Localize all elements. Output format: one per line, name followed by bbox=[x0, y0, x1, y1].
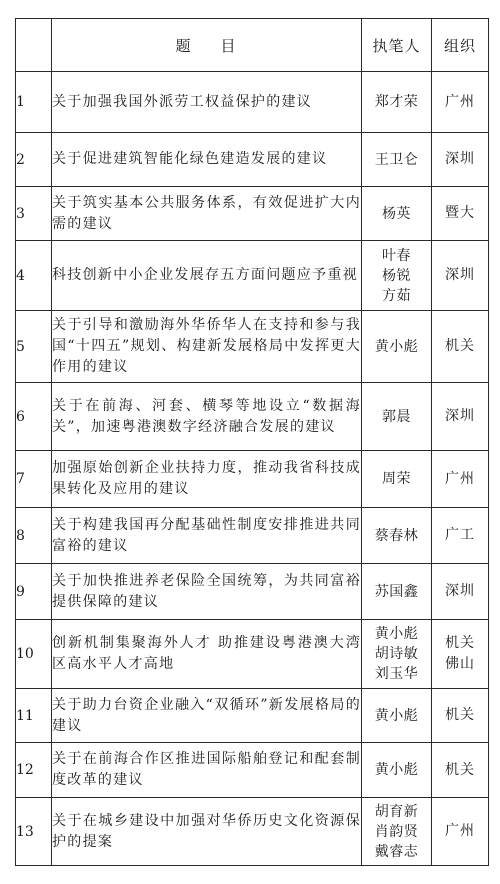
author-name: 胡诗敏 bbox=[374, 646, 419, 662]
table-row bbox=[16, 508, 489, 564]
row-authors bbox=[362, 689, 432, 743]
row-org bbox=[432, 187, 489, 241]
header-number bbox=[16, 19, 52, 72]
row-authors bbox=[362, 72, 432, 133]
row-title: 关于构建我国再分配基础性制度安排推进共同富裕的建议 bbox=[52, 508, 362, 564]
row-org bbox=[432, 508, 489, 564]
row-title: 关于筑实基本公共服务体系，有效促进扩大内需的建议 bbox=[52, 187, 362, 241]
row-number: 4 bbox=[16, 241, 52, 311]
row-number: 11 bbox=[16, 689, 52, 743]
row-org bbox=[432, 564, 489, 620]
org-name: 广工 bbox=[445, 527, 475, 543]
row-number: 2 bbox=[16, 133, 52, 187]
row-title: 关于在前海、河套、横琴等地设立“数据海关”，加速粤港澳数字经济融合发展的建议 bbox=[52, 383, 362, 451]
author-name: 周荣 bbox=[382, 471, 411, 487]
row-org bbox=[432, 383, 489, 451]
row-org bbox=[432, 72, 489, 133]
table-row bbox=[16, 798, 489, 866]
row-authors bbox=[362, 187, 432, 241]
org-name: 深圳 bbox=[445, 408, 475, 424]
org-name: 广州 bbox=[445, 93, 475, 110]
author-name: 方茹 bbox=[382, 287, 411, 304]
row-org bbox=[432, 133, 489, 187]
org-name: 机关 bbox=[445, 707, 475, 723]
row-authors bbox=[362, 133, 432, 187]
table-row bbox=[16, 133, 489, 187]
row-number: 7 bbox=[16, 451, 52, 508]
author-name: 郑才荣 bbox=[374, 94, 419, 110]
row-number: 9 bbox=[16, 564, 52, 620]
table-row bbox=[16, 187, 489, 241]
row-number: 8 bbox=[16, 508, 52, 564]
row-title: 加强原始创新企业扶持力度，推动我省科技成果转化及应用的建议 bbox=[52, 451, 362, 508]
row-title: 关于加强我国外派劳工权益保护的建议 bbox=[52, 72, 362, 133]
author-name: 戴睿志 bbox=[374, 843, 419, 860]
org-name: 深圳 bbox=[445, 583, 475, 599]
author-name: 黄小彪 bbox=[374, 338, 419, 355]
row-title: 关于在城乡建设中加强对华侨历史文化资源保护的提案 bbox=[52, 798, 362, 866]
row-title: 关于加快推进养老保险全国统筹，为共同富裕提供保障的建议 bbox=[52, 564, 362, 620]
author-name: 王卫仑 bbox=[374, 151, 419, 168]
header-author: 执笔人 bbox=[362, 19, 432, 72]
proposals-table bbox=[15, 18, 489, 866]
row-org bbox=[432, 798, 489, 866]
org-name: 广州 bbox=[445, 470, 475, 487]
row-title: 关于助力台资企业融入“双循环”新发展格局的建议 bbox=[52, 689, 362, 743]
author-name: 胡育新 bbox=[374, 803, 419, 820]
author-name: 叶春 bbox=[382, 247, 411, 264]
table-body bbox=[16, 72, 489, 866]
row-title: 关于在前海合作区推进国际船舶登记和配套制度改革的建议 bbox=[52, 743, 362, 798]
header-org: 组织 bbox=[432, 19, 489, 72]
row-org bbox=[432, 689, 489, 743]
row-number: 5 bbox=[16, 311, 52, 383]
table-row bbox=[16, 451, 489, 508]
author-name: 杨英 bbox=[382, 205, 411, 222]
row-authors bbox=[362, 383, 432, 451]
org-name: 广州 bbox=[445, 823, 475, 839]
row-title: 关于引导和激励海外华侨华人在支持和参与我国“十四五”规划、构建新发展格局中发挥更大作用的建议 bbox=[52, 311, 362, 383]
org-name: 暨大 bbox=[445, 205, 475, 221]
row-authors bbox=[362, 743, 432, 798]
row-authors bbox=[362, 241, 432, 311]
row-org bbox=[432, 620, 489, 689]
table-header-row bbox=[16, 19, 489, 72]
row-org bbox=[432, 311, 489, 383]
table-row bbox=[16, 564, 489, 620]
header-title: 题目 bbox=[52, 19, 362, 72]
row-number: 13 bbox=[16, 798, 52, 866]
row-authors bbox=[362, 798, 432, 866]
org-name: 机关 bbox=[445, 635, 475, 651]
row-authors bbox=[362, 564, 432, 620]
row-org bbox=[432, 451, 489, 508]
row-authors bbox=[362, 508, 432, 564]
row-title: 创新机制集聚海外人才 助推建设粤港澳大湾区高水平人才高地 bbox=[52, 620, 362, 689]
table-row bbox=[16, 311, 489, 383]
table-row bbox=[16, 743, 489, 798]
row-number: 10 bbox=[16, 620, 52, 689]
row-authors bbox=[362, 451, 432, 508]
row-authors bbox=[362, 311, 432, 383]
row-number: 6 bbox=[16, 383, 52, 451]
row-title: 关于促进建筑智能化绿色建造发展的建议 bbox=[52, 133, 362, 187]
author-name: 杨锐 bbox=[382, 267, 411, 284]
table-row bbox=[16, 620, 489, 689]
author-name: 黄小彪 bbox=[374, 707, 419, 724]
table-row bbox=[16, 241, 489, 311]
row-authors bbox=[362, 620, 432, 689]
author-name: 苏国鑫 bbox=[374, 583, 419, 600]
author-name: 肖韵贤 bbox=[374, 823, 419, 840]
author-name: 黄小彪 bbox=[374, 762, 419, 778]
table-row bbox=[16, 689, 489, 743]
org-name: 机关 bbox=[445, 761, 475, 778]
author-name: 刘玉华 bbox=[374, 666, 419, 682]
org-name: 机关 bbox=[445, 338, 475, 354]
author-name: 郭晨 bbox=[382, 408, 411, 425]
table-row bbox=[16, 72, 489, 133]
row-org bbox=[432, 241, 489, 311]
row-title: 科技创新中小企业发展存五方面问题应予重视 bbox=[52, 241, 362, 311]
table-row bbox=[16, 383, 489, 451]
row-number: 3 bbox=[16, 187, 52, 241]
org-name: 深圳 bbox=[445, 151, 475, 167]
author-name: 蔡春林 bbox=[374, 527, 419, 544]
org-name: 深圳 bbox=[445, 267, 475, 283]
org-name: 佛山 bbox=[445, 656, 475, 672]
row-number: 12 bbox=[16, 743, 52, 798]
row-number: 1 bbox=[16, 72, 52, 133]
author-name: 黄小彪 bbox=[374, 626, 419, 642]
row-org bbox=[432, 743, 489, 798]
